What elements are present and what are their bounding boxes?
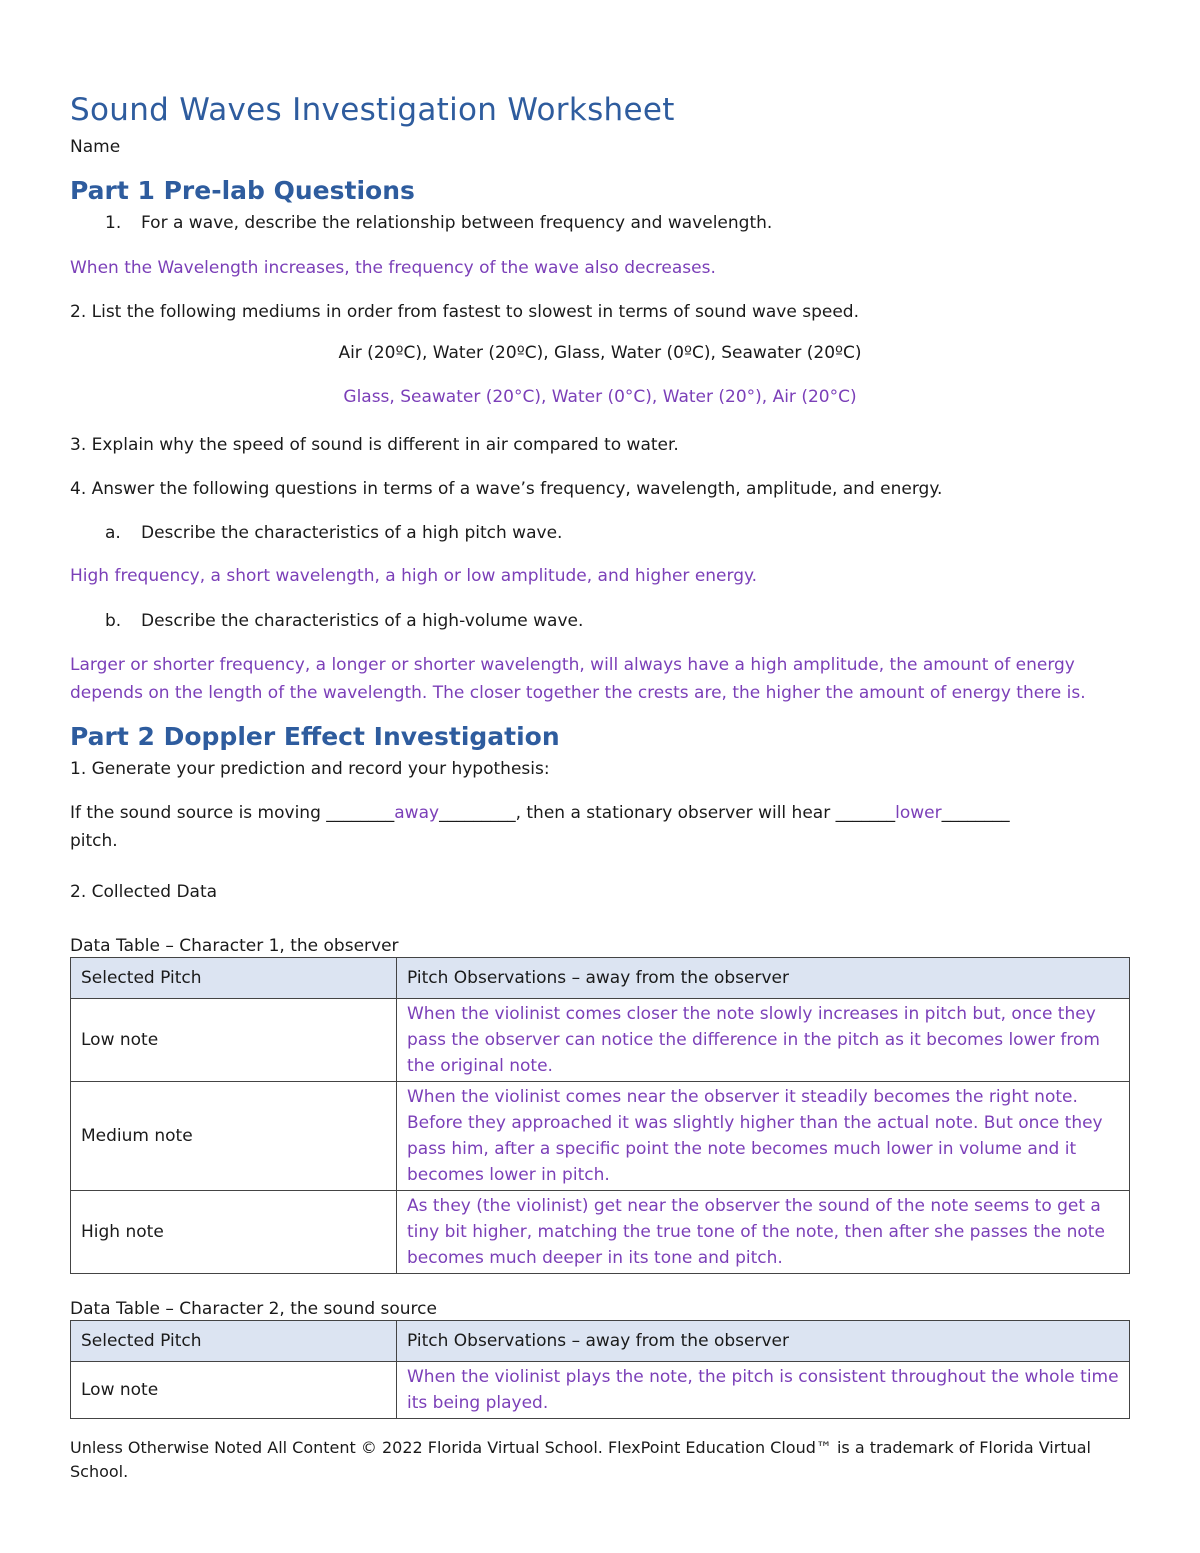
question-4: 4. Answer the following questions in terms of a wave’s frequency, wavelength, amplitude, and energy.	[70, 479, 943, 499]
question-4b-text: Describe the characteristics of a high-volume wave.	[141, 611, 584, 631]
question-1-text: For a wave, describe the relationship between frequency and wavelength.	[141, 213, 773, 233]
header-pitch-observations: Pitch Observations – away from the observer	[397, 958, 1130, 999]
hypothesis-suffix: ________	[941, 803, 1010, 823]
hypothesis-middle: _________, then a stationary observer will hear _______	[439, 803, 896, 823]
question-1-number: 1.	[105, 213, 122, 233]
table-header-row	[71, 958, 1130, 999]
step-1: 1. Generate your prediction and record your hypothesis:	[70, 759, 550, 779]
question-4a	[105, 520, 562, 547]
question-4a-text: Describe the characteristics of a high pitch wave.	[141, 523, 563, 543]
table-row	[71, 1191, 1130, 1274]
row-pitch: Low note	[71, 999, 397, 1082]
row-observation: When the violinist comes closer the note slowly increases in pitch but, once they pass the observer can notice the difference in the pitch as it becomes lower from the original note.	[397, 999, 1130, 1082]
question-1	[105, 210, 772, 237]
data-table-observer	[70, 957, 1130, 1274]
table-row	[71, 999, 1130, 1082]
document-title: Sound Waves Investigation Worksheet	[70, 92, 675, 128]
answer-2: Glass, Seawater (20°C), Water (0°C), Water (20°), Air (20°C)	[343, 387, 857, 407]
table1-caption: Data Table – Character 1, the observer	[70, 936, 399, 956]
answer-4b-line1: Larger or shorter frequency, a longer or shorter wavelength, will always have a high amplitude, the amount of energy	[70, 655, 1075, 675]
question-3: 3. Explain why the speed of sound is different in air compared to water.	[70, 435, 679, 455]
question-4b	[105, 608, 583, 635]
copyright-footer: Unless Otherwise Noted All Content © 2022 Florida Virtual School. FlexPoint Education Cloud™ is a trademark of Florida Virtual School.	[70, 1438, 1091, 1481]
step-2: 2. Collected Data	[70, 882, 218, 902]
question-4b-letter: b.	[105, 611, 122, 631]
part2-heading: Part 2 Doppler Effect Investigation	[70, 722, 560, 751]
mediums-list: Air (20ºC), Water (20ºC), Glass, Water (0ºC), Seawater (20ºC)	[338, 343, 862, 363]
table-row	[71, 1362, 1130, 1419]
question-4a-letter: a.	[105, 523, 121, 543]
question-2: 2. List the following mediums in order from fastest to slowest in terms of sound wave speed.	[70, 302, 859, 322]
data-table-sound-source	[70, 1320, 1130, 1419]
answer-4b-line2: depends on the length of the wavelength. The closer together the crests are, the higher the amount of energy there is.	[70, 683, 1086, 703]
row-observation: When the violinist comes near the observer it steadily becomes the right note. Before they approached it was slightly higher than the actual note. But once they pass him, after a specific point the note becomes much lower in volume and it becomes lower in pitch.	[397, 1082, 1130, 1191]
header-pitch-observations: Pitch Observations – away from the observer	[397, 1321, 1130, 1362]
table-row	[71, 1082, 1130, 1191]
row-observation: As they (the violinist) get near the observer the sound of the note seems to get a tiny bit higher, matching the true tone of the note, then after she passes the note becomes much deeper in its tone and pitch.	[397, 1191, 1130, 1274]
part1-heading: Part 1 Pre-lab Questions	[70, 176, 415, 205]
hypothesis-pitch: lower	[895, 803, 942, 823]
name-label: Name	[70, 137, 121, 157]
answer-1: When the Wavelength increases, the frequency of the wave also decreases.	[70, 258, 716, 278]
row-pitch: High note	[71, 1191, 397, 1274]
row-pitch: Low note	[71, 1362, 397, 1419]
hypothesis-direction: away	[394, 803, 440, 823]
header-selected-pitch: Selected Pitch	[71, 958, 397, 999]
row-pitch: Medium note	[71, 1082, 397, 1191]
hypothesis-prefix: If the sound source is moving ________	[70, 803, 395, 823]
table-header-row	[71, 1321, 1130, 1362]
table2-caption: Data Table – Character 2, the sound source	[70, 1299, 437, 1319]
row-observation: When the violinist plays the note, the pitch is consistent throughout the whole time its being played.	[397, 1362, 1130, 1419]
hypothesis-line2: pitch.	[70, 831, 118, 851]
header-selected-pitch: Selected Pitch	[71, 1321, 397, 1362]
hypothesis-line	[70, 800, 1010, 827]
answer-4a: High frequency, a short wavelength, a high or low amplitude, and higher energy.	[70, 566, 758, 586]
